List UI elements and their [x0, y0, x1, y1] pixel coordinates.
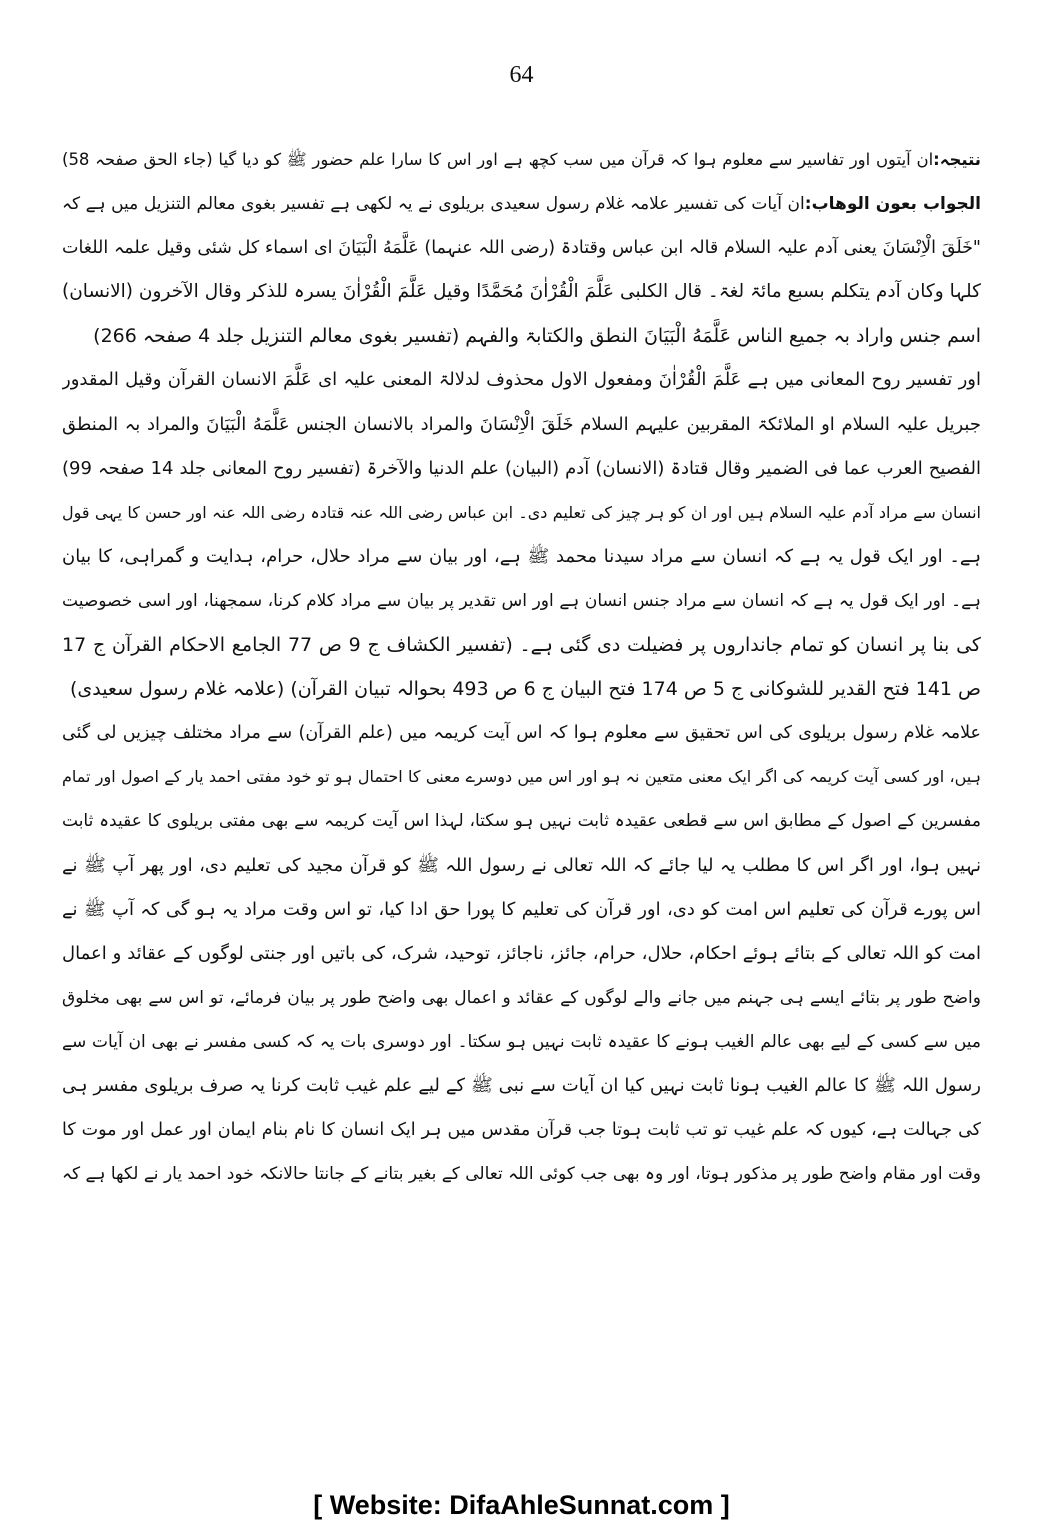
section-label: الجواب بعون الوھاب: — [804, 194, 981, 215]
line-text: علامہ غلام رسول بریلوی کی اس تحقیق سے معلوم ہوا کہ اس آیت کریمہ میں (علم القرآن) سے مراد مختلف چیزیں لی گئی — [62, 723, 981, 744]
text-line — [62, 976, 981, 1020]
line-text: امت کو اللہ تعالی کے بتائے ہوئے احکام، حلال، حرام، جائز، ناجائز، توحید، شرک، کی باتیں اور جنتی لوگوں کے عقائد و اعمال — [62, 942, 981, 964]
text-line — [62, 1108, 981, 1152]
text-line — [62, 799, 981, 843]
text-line — [62, 358, 981, 402]
page-number: 64 — [509, 62, 534, 88]
text-line — [62, 314, 981, 358]
line-text: ان آیتوں اور تفاسیر سے معلوم ہوا کہ قرآن میں سب کچھ ہے اور اس کا سارا علم حضور ﷺ کو دیا گیا (جاء الحق صفحہ 58) — [62, 150, 934, 169]
text-line — [62, 1152, 981, 1196]
line-text: اسم جنس واراد بہ جمیع الناس عَلَّمَهُ الْبَيَانَ النطق والکتابۃ والفہم (تفسیر بغوی معالم التنزیل جلد 4 صفحہ 266) — [93, 325, 981, 348]
text-line — [62, 403, 981, 447]
line-text: انسان سے مراد آدم علیہ السلام ہیں اور ان کو ہر چیز کی تعلیم دی۔ ابن عباس رضی اللہ عنہ قتادہ رضی اللہ عنہ اور حسن کا یہی قول — [62, 502, 981, 522]
line-text: نہیں ہوا، اور اگر اس کا مطلب یہ لیا جائے کہ اللہ تعالی نے رسول اللہ ﷺ کو قرآن مجید کی تعلیم دی، اور پھر آپ ﷺ نے — [62, 854, 981, 876]
line-text: "خَلَقَ الْاِنْسَانَ یعنی آدم علیہ السلام قالہ ابن عباس وقتادۃ (رضی اللہ عنہما) عَلَّمَهُ الْبَيَانَ ای اسماء کل شئی وقیل علمہ اللغات — [62, 238, 981, 259]
line-text: مفسرین کے اصول کے مطابق اس سے قطعی عقیدہ ثابت نہیں ہو سکتا، لہذا اس آیت کریمہ سے بھی مفتی بریلوی کا عقیدہ ثابت — [62, 811, 981, 832]
text-line — [62, 491, 981, 535]
text-line — [62, 138, 981, 182]
website-footer: [ Website: DifaAhleSunnat.com ] — [313, 1490, 730, 1520]
text-line — [62, 844, 981, 888]
section-label: نتیجہ: — [933, 150, 981, 169]
text-line — [62, 1020, 981, 1064]
line-text: اور تفسیر روح المعانی میں ہے عَلَّمَ الْقُرْاٰنَ ومفعول الاول محذوف لدلالۃ المعنی علیہ ای عَلَّمَ الانسان القرآن وقیل المقدور — [62, 369, 981, 391]
line-text: ہے۔ اور ایک قول یہ ہے کہ انسان سے مراد سیدنا محمد ﷺ ہے، اور بیان سے مراد حلال، حرام، ہدایت و گمراہی، کا بیان — [62, 545, 981, 567]
line-text: کی جہالت ہے، کیوں کہ علم غیب تو تب ثابت ہوتا جب قرآن مقدس میں ہر ایک انسان کا نام بنام ایمان اور عمل اور موت کا — [62, 1120, 981, 1141]
line-text: کی بنا پر انسان کو تمام جانداروں پر فضیلت دی گئی ہے۔ (تفسیر الکشاف ج 9 ص 77 الجامع الاحکام القرآن ج 17 — [62, 634, 981, 657]
text-line — [62, 182, 981, 226]
text-line — [62, 1064, 981, 1108]
line-text: ص 141 فتح القدیر للشوکانی ج 5 ص 174 فتح البیان ج 6 ص 493 بحوالہ تبیان القرآن) (علامہ غلام رسول سعیدی) — [69, 678, 981, 701]
text-line — [62, 226, 981, 270]
line-text: ان آیات کی تفسیر علامہ غلام رسول سعیدی بریلوی نے یہ لکھی ہے تفسیر بغوی معالم التنزیل میں ہے کہ — [62, 194, 805, 215]
line-text: جبریل علیہ السلام او الملائکۃ المقربین علیہم السلام خَلَقَ الْاِنْسَانَ والمراد بالانسان الجنس عَلَّمَهُ الْبَيَانَ والمراد بہ المنطق — [62, 413, 981, 435]
text-line — [62, 755, 981, 799]
text-line — [62, 270, 981, 314]
line-text: رسول اللہ ﷺ کا عالم الغیب ہونا ثابت نہیں کیا ان آیات سے نبی ﷺ کے لیے علم غیب ثابت کرنا یہ صرف بریلوی مفسر ہی — [62, 1074, 981, 1096]
text-line — [62, 535, 981, 579]
text-line — [62, 579, 981, 623]
text-line — [62, 888, 981, 932]
line-text: اس پورے قرآن کی تعلیم اس امت کو دی، اور قرآن کی تعلیم کا پورا حق ادا کیا، تو اس وقت مراد یہ ہو گی کہ آپ ﷺ نے — [62, 898, 981, 920]
page-body — [62, 138, 981, 1196]
text-line — [62, 623, 981, 667]
text-line — [62, 667, 981, 711]
text-line — [62, 447, 981, 491]
text-line — [62, 932, 981, 976]
line-text: واضح طور پر بتائے ایسے ہی جہنم میں جانے والے لوگوں کے عقائد و اعمال بھی واضح طور پر بیان فرمائے، تو اس سے بھی مخلوق — [62, 987, 981, 1008]
line-text: ہیں، اور کسی آیت کریمہ کی اگر ایک معنی متعین نہ ہو اور اس میں دوسرے معنی کا احتمال ہو تو خود مفتی احمد یار کے اصول اور تمام — [62, 767, 981, 787]
line-text: وقت اور مقام واضح طور پر مذکور ہوتا، اور وہ بھی جب کوئی اللہ تعالی کے بغیر بتانے کے جانتا حالانکہ خود احمد یار نے لکھا ہے کہ — [62, 1164, 981, 1185]
line-text: کلہا وکان آدم یتکلم بسبع مائۃ لغۃ۔ قال الکلبی عَلَّمَ الْقُرْاٰنَ مُحَمَّدًا وقیل عَلَّمَ الْقُرْاٰنَ یسرہ للذکر وقال الآخرون (الانسان) — [62, 281, 981, 303]
line-text: ہے۔ اور ایک قول یہ ہے کہ انسان سے مراد جنس انسان ہے اور اس تقدیر پر بیان سے مراد کلام کرنا، سمجھنا، اور اسی خصوصیت — [62, 590, 981, 611]
line-text: الفصیح العرب عما فی الضمیر وقال قتادۃ (الانسان) آدم (البیان) علم الدنیا والآخرۃ (تفسیر روح المعانی جلد 14 صفحہ 99) — [62, 457, 981, 479]
line-text: میں سے کسی کے لیے بھی عالم الغیب ہونے کا عقیدہ ثابت نہیں ہو سکتا۔ اور دوسری بات یہ کہ کسی مفسر نے بھی ان آیات سے — [62, 1031, 981, 1052]
text-line — [62, 711, 981, 755]
